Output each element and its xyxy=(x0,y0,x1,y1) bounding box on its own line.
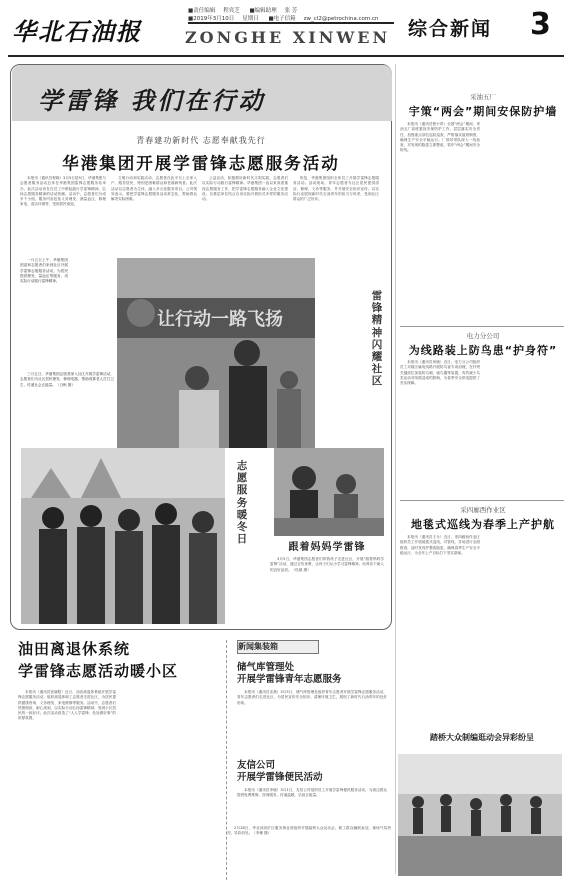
r-divider-1 xyxy=(400,326,564,327)
news-item2-title-1: 友信公司 xyxy=(237,760,276,771)
newspaper-logo: 华北石油报 xyxy=(12,17,142,46)
right-column-divider xyxy=(395,64,396,874)
svg-text:让行动一路飞扬: 让行动一路飞扬 xyxy=(157,309,283,330)
vertical-glyph: 雷 xyxy=(371,290,383,302)
layout-name: 张 芳 xyxy=(284,8,298,14)
feature-body-col1: 本报讯（通讯员程晓）3月5日是5日，华港集团与志愿者服务活动总体在华港集团雷锋志愿服务站举办，此次活动旨在在员工中掀起践行学雷锋精神、弘扬志愿服务精神的活动热潮。活动中，志愿者们分成多个小组，服务内容包括义务理发、测量血压、修理家电、清洁环境等，受到居民欢迎。 xyxy=(20,176,106,207)
r-divider-2 xyxy=(400,500,564,501)
issue-date: ■2019年3月10日 xyxy=(188,16,235,22)
photo-haircut xyxy=(117,258,315,448)
vertical-glyph: 闪 xyxy=(371,338,383,351)
email-address: zw_cl2@petrochina.com.cn xyxy=(303,16,379,22)
side-caption-2: 三月五日，华港集团志愿者深入社区开展学雷锋活动，志愿者们为社区居民理发、修理电器，帮助孤寡老人打扫卫生，传递社会正能量。（白帆 摄） xyxy=(20,372,114,387)
vertical-glyph: 服 xyxy=(236,484,248,497)
retiree-body-col1: 本报讯（通讯员张晓阳）近日，油田离退休系统开展学雷锋志愿服务活动，组织离退休职工志愿者走进社区，为居民提供健康咨询、义务理发、家电维修等服务。活动中，志愿者们热情细致，耐心周到，以实际行动弘扬雷锋精神，受到小区居民的一致好评。此次活动营造了“人人学雷锋、处处做好事”的浓厚氛围。 xyxy=(18,690,116,721)
photo-volunteers-graphic xyxy=(21,448,225,624)
vertical-glyph: 冬 xyxy=(236,521,248,534)
masthead-divider xyxy=(8,55,564,57)
r1-kicker: 采油五厂 xyxy=(470,93,496,101)
vertical-glyph: 精 xyxy=(371,314,383,327)
vertical-glyph: 日 xyxy=(236,533,248,546)
side-caption-1a: 一月五日上午，华港集团团委和志愿者们来到社区开展学雷锋志愿服务活动，为居民提供理发、量血压等服务，用实际行动践行雷锋精神。 xyxy=(20,258,68,284)
photo-sports-meet xyxy=(398,754,562,876)
email-label: ■电子信箱 xyxy=(268,16,296,22)
feature-body-col2: 文明行动和实践活动，志愿者在此平台上走家入户、服务居民，特别是困难群众和老弱病残者。此次活动以志愿者为主体，融入多元化服务项目。公司领导表示，要把学雷锋志愿服务活动常态化，帮助群众解决实际困难。 xyxy=(111,176,197,202)
r2-title: 为线路装上防鸟患“护身符” xyxy=(408,344,558,357)
editor-name: 程宾芝 xyxy=(223,8,240,14)
news-item2-body: 本报讯（通讯员李晓）3月1日，友信公司组织员工开展学雷锋便民服务活动，为周边群众提供免费维修、咨询服务，传递温暖，弘扬正能量。 xyxy=(237,788,387,798)
news-item1-title-1: 储气库管理处 xyxy=(237,662,295,673)
mama-text: 3月5日，华港集团志愿者们带着孩子走进社区，开展“跟着妈妈学雷锋”活动，通过言传身教，让孩子们从小学习雷锋精神，培养乐于助人的良好品质。（杜颖 摄） xyxy=(270,557,384,572)
r3-body-col1: 本报讯（通讯员王永）近日，采四廊西作业区组织员工开展地毯式巡线，对管线、井场进行全面排查，及时发现并整改隐患，确保春季生产安全平稳运行，为全年上产目标打下坚实基础。 xyxy=(400,535,480,555)
vertical-glyph: 志 xyxy=(236,460,248,472)
vertical-glyph: 暖 xyxy=(236,508,248,521)
retiree-body-col2 xyxy=(122,690,220,876)
feature-banner xyxy=(12,65,392,121)
editor-label: ■责任编辑 xyxy=(188,8,216,14)
feature-body-col4: 恢复，华港集团组织全体员工开展学雷锋志愿服务活动。活动现场，青年志愿者为社区居民提供清洁、修理、义诊等服务，并开展安全知识宣传。以实际行动展现新时代石油青年的担当与风采，受到社区群众的广泛好评。 xyxy=(293,176,379,202)
section-name: 综合新闻 xyxy=(408,18,493,40)
side-caption-1b xyxy=(68,258,114,368)
news-item1-title-2: 开展学雷锋青年志愿服务 xyxy=(237,674,342,685)
news-item1-body: 本报讯（通讯员宋燕）3月5日，储气库管理处组织青年志愿者开展学雷锋志愿服务活动，青年志愿者们走进社区，为居民宣传安全知识、清理环境卫生，展现了新时代石油青年的良好形象。 xyxy=(237,690,387,705)
masthead xyxy=(0,0,572,56)
feature-body-col3: 公益活动，积极做好新时代文明实践，志愿者们以实际行动践行雷锋精神。华港集团一直以来高度重视志愿服务工作，把学雷锋志愿服务融入企业文化建设，各基层单位结合自身实际开展形式多样的服务活动。 xyxy=(202,176,288,202)
r3-body-col2 xyxy=(484,535,564,751)
photo-mother-child xyxy=(274,448,384,536)
layout-label: ■编辑助理 xyxy=(249,8,277,14)
date-line xyxy=(188,14,387,22)
r3-kicker: 采四廊西作业区 xyxy=(460,506,506,514)
retiree-title-2: 学雷锋志愿活动暖小区 xyxy=(18,662,179,680)
mama-title: 跟着妈妈学雷锋 xyxy=(288,542,366,553)
retiree-title-1: 油田离退休系统 xyxy=(18,640,131,658)
page-number: 3 xyxy=(530,7,551,42)
photo-mother-child-graphic xyxy=(274,448,384,536)
feature-headline: 华港集团开展学雷锋志愿服务活动 xyxy=(62,154,340,173)
r3-title: 地毯式巡线为春季上产护航 xyxy=(411,518,555,531)
editor-line xyxy=(188,6,305,14)
feature-kicker: 青春建功新时代 志愿奉献我先行 xyxy=(136,136,266,145)
issue-weekday: 星期日 xyxy=(242,16,259,22)
banner-title: 学雷锋 我们在行动 xyxy=(38,87,266,115)
photo-sports-meet-graphic xyxy=(398,754,562,876)
r2-body-col2 xyxy=(484,360,564,510)
section-pinyin: ZONGHE XINWEN xyxy=(185,28,391,47)
photo2-vertical-caption xyxy=(236,460,248,545)
vertical-glyph: 社 xyxy=(371,363,383,376)
news-container-label: 新闻集装箱 xyxy=(238,642,278,651)
header-rule xyxy=(188,22,394,24)
vertical-glyph: 耀 xyxy=(371,351,383,364)
sports-photo-caption: 踏桥大众制编逛动会异彩纷呈 xyxy=(430,733,534,742)
vertical-glyph: 神 xyxy=(371,326,383,339)
photo-volunteers xyxy=(21,448,225,624)
vertical-glyph: 区 xyxy=(371,375,383,388)
sports-photo-text: 2月28日，华北油田矿区服务事业部组织开展踏桥大众运动会，职工群众踊跃参加，赛场气氛热烈，异彩纷呈。（李珊 摄） xyxy=(227,826,391,836)
mama-caption-block xyxy=(270,538,384,624)
r2-body-col1: 本报讯（通讯员何晓）近日，电力分公司组织员工对辖区输电线路开展防鸟害专项治理，在杆塔关键部位加装防鸟刺、驱鸟器等装置，有效减少鸟类活动对线路造成的影响，为春季安全供电提供了坚实保障。 xyxy=(400,360,480,386)
photo1-vertical-caption xyxy=(371,290,383,388)
vertical-glyph: 务 xyxy=(236,496,248,509)
r2-kicker: 电力分公司 xyxy=(466,332,500,340)
r1-body-col1: 本报讯（通讯员程小青）全国“两会”期间，采油五厂高度重视安保防护工作，层层落实安全责任，加强重点部位巡检巡查，严格落实值班制度，确保生产安全平稳运行。厂领导带队深入一线检查，对发现的隐患立即整改，筑牢“两会”期间安全防线。 xyxy=(400,122,480,153)
r1-title: 宇策“两会”期间安保防护墙 xyxy=(408,105,558,118)
vertical-glyph: 锋 xyxy=(371,302,383,315)
photo-haircut-graphic xyxy=(117,258,315,448)
r1-body-col2 xyxy=(484,122,564,322)
news-item2-title-2: 开展学雷锋便民活动 xyxy=(237,772,323,783)
vertical-glyph: 愿 xyxy=(236,472,248,485)
news-container-head xyxy=(237,640,319,654)
